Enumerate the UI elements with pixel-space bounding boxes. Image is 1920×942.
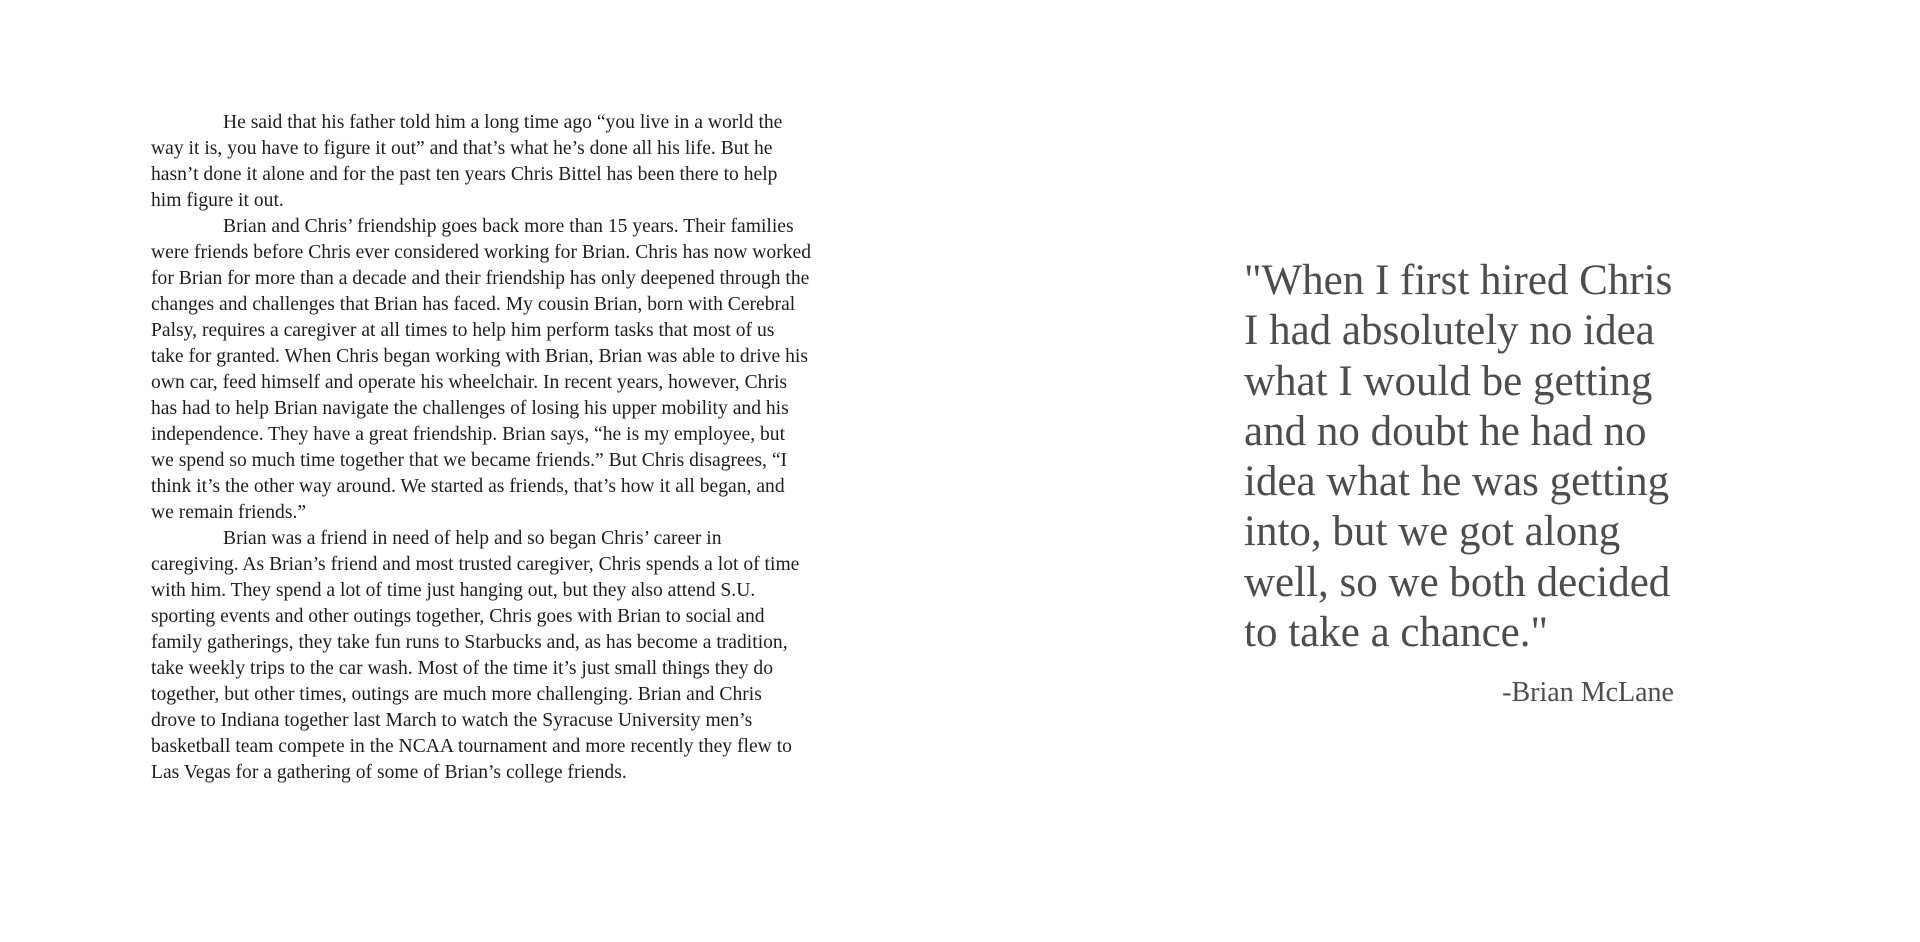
article-paragraph-1: He said that his father told him a long time ago “you live in a world the way it is, you have to figure it out” and that’s what he’s done all his life. But he hasn’t done it alone and for the past ten years Chris Bittel has been there to help him figure it out. xyxy=(151,112,783,211)
pull-quote-text: "When I first hired Chris I had absolutely no idea what I would be getting and no doubt he had no idea what he was getting into, but we got along well, so we both decided to take a chance." xyxy=(1244,257,1673,657)
article-body xyxy=(151,110,811,786)
article-paragraph-3: Brian was a friend in need of help and so began Chris’ career in caregiving. As Brian’s friend and most trusted caregiver, Chris spends a lot of time with him. They spend a lot of time just hanging out, but they also attend S.U. sporting events and other outings together, Chris goes with Brian to social and family gatherings, they take fun runs to Starbucks and, as has become a tradition, take weekly trips to the car wash. Most of the time it’s just small things they do together, but other times, outings are much more challenging. Brian and Chris drove to Indiana together last March to watch the Syracuse University men’s basketball team compete in the NCAA tournament and more recently they flew to Las Vegas for a gathering of some of Brian’s college friends. xyxy=(151,528,800,783)
article-paragraph-2: Brian and Chris’ friendship goes back more than 15 years. Their families were friends before Chris ever considered working for Brian. Chris has now worked for Brian for more than a decade and their friendship has only deepened through the changes and challenges that Brian has faced. My cousin Brian, born with Cerebral Palsy, requires a caregiver at all times to help him perform tasks that most of us take for granted. When Chris began working with Brian, Brian was able to drive his own car, feed himself and operate his wheelchair. In recent years, however, Chris has had to help Brian navigate the challenges of losing his upper mobility and his independence. They have a great friendship. Brian says, “he is my employee, but we spend so much time together that we became friends.” But Chris disagrees, “I think it’s the other way around. We started as friends, that’s how it all began, and we remain friends.” xyxy=(151,216,812,523)
pull-quote xyxy=(1244,256,1724,710)
pull-quote-attribution: -Brian McLane xyxy=(1502,677,1674,709)
